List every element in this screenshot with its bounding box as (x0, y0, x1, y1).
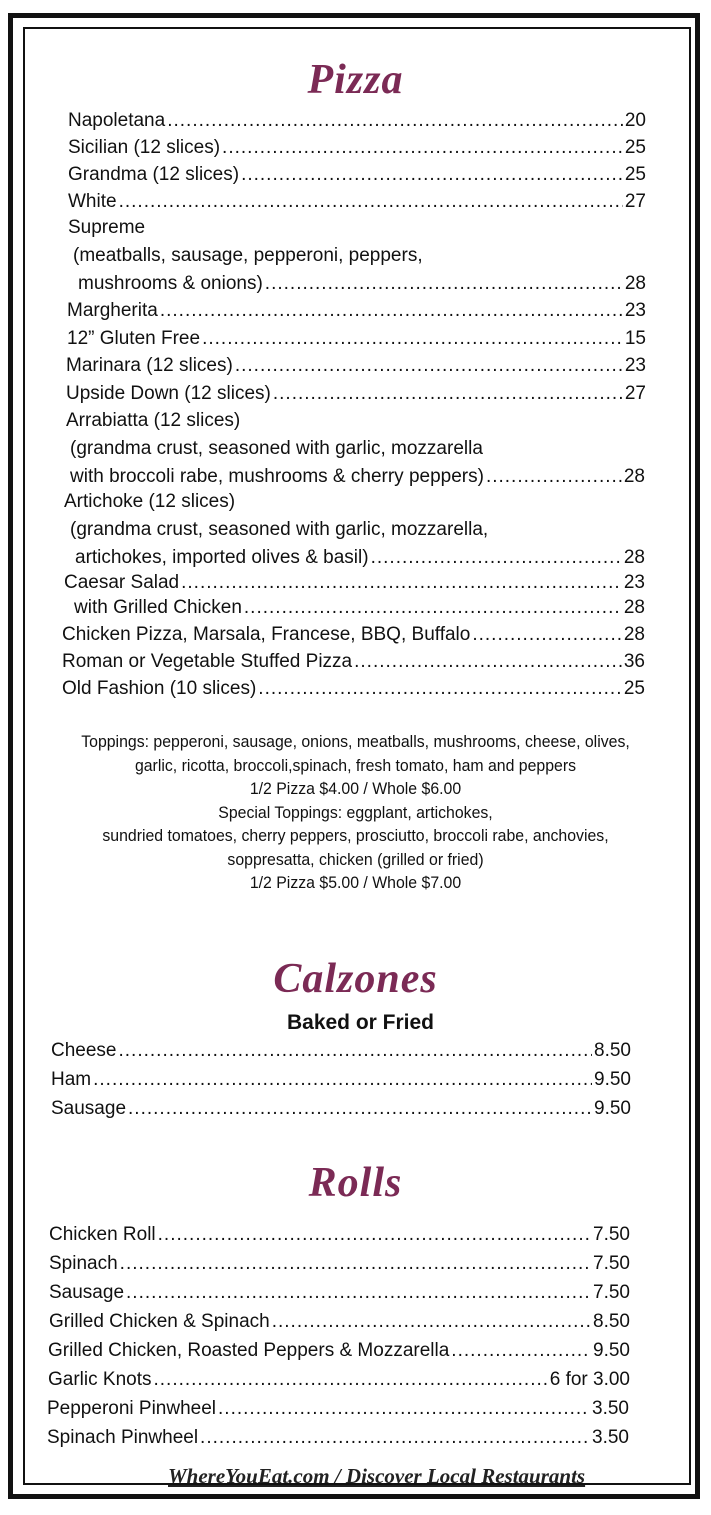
item-name: Sicilian (12 slices) (68, 137, 221, 158)
menu-item (48, 1368, 630, 1392)
item-price: 25 (623, 678, 645, 699)
toppings-line: Toppings: pepperoni, sausage, onions, meatballs, mushrooms, cheese, olives, (81, 733, 630, 751)
item-price: 8.50 (594, 1040, 631, 1061)
item-price: 8.50 (593, 1311, 630, 1332)
menu-item (66, 382, 646, 406)
pizza-section-title: Pizza (307, 57, 404, 103)
item-price: 28 (623, 624, 645, 645)
item-name: Ham (51, 1069, 92, 1090)
menu-item (47, 1397, 629, 1421)
item-name: Caesar Salad (64, 572, 180, 593)
menu-item (47, 1426, 629, 1450)
menu-item (67, 327, 646, 351)
item-name: Sausage (49, 1282, 125, 1303)
item-price: 25 (624, 164, 646, 185)
toppings-line: garlic, ricotta, broccoli,spinach, fresh tomato, ham and peppers (134, 756, 577, 775)
item-description: (grandma crust, seasoned with garlic, mozzarella, (70, 519, 489, 540)
item-price: 7.50 (593, 1282, 630, 1303)
menu-item (51, 1068, 631, 1092)
item-description: artichokes, imported olives & basil) (75, 547, 369, 568)
menu-item (49, 1310, 630, 1334)
item-price: 20 (624, 110, 646, 131)
item-description: mushrooms & onions) (78, 273, 263, 294)
item-price: 28 (623, 547, 645, 568)
item-description: (grandma crust, seasoned with garlic, mozzarella (70, 438, 483, 459)
item-name: Grilled Chicken, Roasted Peppers & Mozzarella (48, 1340, 450, 1361)
item-price: 27 (624, 383, 646, 404)
menu-item (68, 163, 646, 187)
special-toppings-line: soppresatta, chicken (grilled or fried) (227, 850, 484, 869)
item-price: 9.50 (594, 1069, 631, 1090)
item-name: Upside Down (12 slices) (66, 383, 271, 404)
item-name: Cheese (51, 1040, 117, 1061)
item-price: 9.50 (594, 1098, 631, 1119)
item-name: Garlic Knots (48, 1369, 152, 1390)
menu-item (48, 1339, 630, 1363)
item-name: 12” Gluten Free (67, 328, 201, 349)
special-toppings-line: sundried tomatoes, cherry peppers, prosciutto, broccoli rabe, anchovies, (102, 827, 609, 845)
item-name: with Grilled Chicken (74, 597, 242, 618)
menu-item (51, 1097, 631, 1121)
toppings-info (43, 731, 668, 896)
menu-item (75, 546, 645, 570)
item-name: White (68, 191, 117, 212)
item-name: Chicken Roll (49, 1224, 156, 1245)
menu-item (62, 677, 645, 701)
menu-item (66, 354, 646, 378)
calzones-section-title: Calzones (273, 956, 438, 1002)
item-price: 28 (623, 466, 645, 487)
item-name: Spinach (49, 1253, 118, 1274)
special-toppings-line: Special Toppings: eggplant, artichokes, (218, 803, 493, 822)
item-price: 7.50 (593, 1224, 630, 1245)
item-price: 6 for 3.00 (549, 1369, 630, 1390)
rolls-section-title: Rolls (308, 1160, 403, 1206)
special-toppings-price: 1/2 Pizza $5.00 / Whole $7.00 (249, 874, 462, 892)
menu-item (49, 1223, 630, 1247)
item-name: Pepperoni Pinwheel (47, 1398, 217, 1419)
menu-item (68, 190, 646, 214)
item-name: Artichoke (12 slices) (64, 491, 236, 512)
item-price: 3.50 (592, 1427, 629, 1448)
menu-item (67, 299, 646, 323)
item-price: 23 (624, 300, 646, 321)
menu-item (49, 1252, 630, 1276)
item-price: 28 (624, 273, 646, 294)
item-name: Chicken Pizza, Marsala, Francese, BBQ, Buffalo (62, 624, 471, 645)
item-name: Old Fashion (10 slices) (62, 678, 257, 699)
item-price: 9.50 (593, 1340, 630, 1361)
item-price: 23 (623, 572, 645, 593)
item-description: (meatballs, sausage, pepperoni, peppers, (73, 245, 423, 266)
toppings-price: 1/2 Pizza $4.00 / Whole $6.00 (249, 780, 462, 798)
menu-item (49, 1281, 630, 1305)
item-name: Arrabiatta (12 slices) (66, 410, 241, 431)
item-price: 36 (623, 651, 645, 672)
calzones-subtitle: Baked or Fried (286, 1011, 435, 1034)
item-price: 25 (624, 137, 646, 158)
item-name: Grandma (12 slices) (68, 164, 240, 185)
item-name: Napoletana (68, 110, 166, 131)
item-name: Roman or Vegetable Stuffed Pizza (62, 651, 353, 672)
menu-item (78, 272, 646, 296)
item-price: 7.50 (593, 1253, 630, 1274)
menu-item (68, 109, 646, 133)
site-watermark: WhereYouEat.com / Discover Local Restaurants (168, 1464, 586, 1488)
menu-item (64, 571, 645, 595)
menu-item (62, 650, 645, 674)
item-price: 15 (624, 328, 646, 349)
menu-item (51, 1039, 631, 1063)
menu-item (62, 623, 645, 647)
menu-item (70, 465, 645, 489)
item-name: Spinach Pinwheel (47, 1427, 199, 1448)
menu-item (74, 596, 645, 620)
item-name: Grilled Chicken & Spinach (49, 1311, 270, 1332)
item-price: 27 (624, 191, 646, 212)
item-name: Margherita (67, 300, 158, 321)
item-name: Marinara (12 slices) (66, 355, 233, 376)
item-name: Supreme (68, 217, 146, 238)
menu-item (68, 136, 646, 160)
item-price: 28 (623, 597, 645, 618)
item-description: with broccoli rabe, mushrooms & cherry peppers) (70, 466, 484, 487)
item-name: Sausage (51, 1098, 127, 1119)
item-price: 3.50 (592, 1398, 629, 1419)
item-price: 23 (624, 355, 646, 376)
